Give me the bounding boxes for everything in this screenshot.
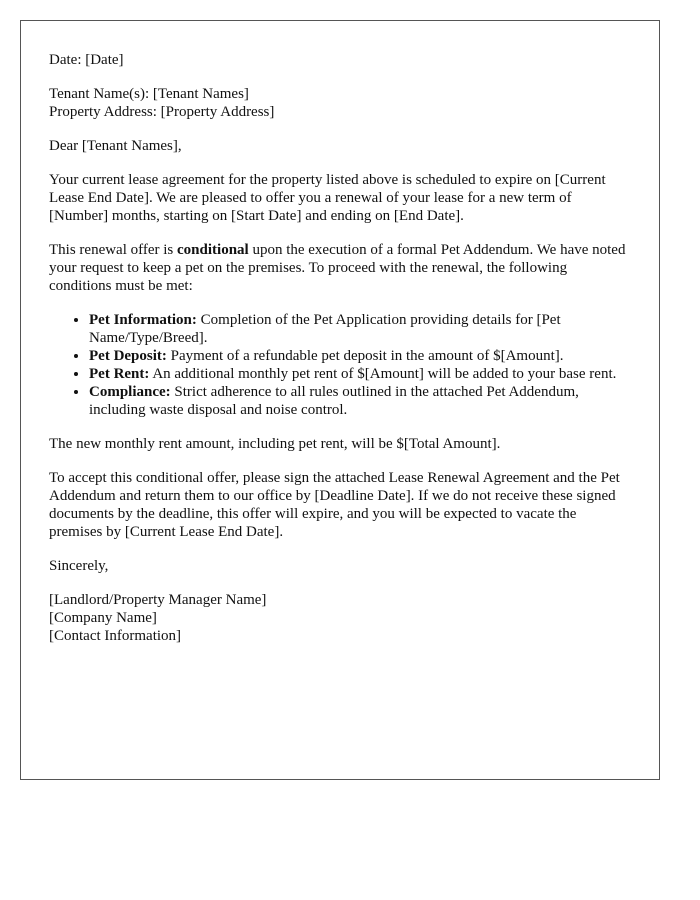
condition-text: Payment of a refundable pet deposit in the amount of $[Amount]. [166, 348, 564, 364]
condition-item-compliance [89, 383, 631, 419]
letter-page [20, 20, 660, 780]
condition-text: Completion of the Pet Application providing details for [Pet Name/Type/Breed]. [89, 312, 561, 346]
conditional-emphasis: conditional [177, 242, 249, 258]
signature-name: [Landlord/Property Manager Name] [49, 592, 267, 608]
tenant-names-line: Tenant Name(s): [Tenant Names] [49, 86, 249, 102]
condition-label: Pet Rent: [89, 366, 150, 382]
signature-block [49, 591, 631, 645]
property-address-line: Property Address: [Property Address] [49, 104, 275, 120]
conditional-text-after: upon the execution of a formal Pet Addendum. We have noted your request to keep a pet on the premises. To proceed with the renewal, the following conditions must be met: [49, 242, 626, 294]
paragraph-conditional-offer [49, 241, 631, 295]
paragraph-lease-renewal: Your current lease agreement for the property listed above is scheduled to expire on [Current Lease End Date]. We are pleased to offer you a renewal of your lease for a new term of [Number] months, starting on [Start Date] and ending on [End Date]. [49, 172, 606, 224]
closing: Sincerely, [49, 558, 109, 574]
condition-label: Compliance: [89, 384, 171, 400]
condition-item-pet-information [89, 311, 631, 347]
condition-label: Pet Information: [89, 312, 197, 328]
salutation: Dear [Tenant Names], [49, 138, 182, 154]
paragraph-acceptance: To accept this conditional offer, please sign the attached Lease Renewal Agreement and the Pet Addendum and return them to our office by [Deadline Date]. If we do not receive these signed documents by the deadline, this offer will expire, and you will be expected to vacate the premises by [Current Lease End Date]. [49, 470, 620, 540]
condition-item-pet-deposit [89, 347, 631, 365]
condition-item-pet-rent [89, 365, 631, 383]
conditional-text-before: This renewal offer is [49, 242, 178, 258]
recipient-block [49, 85, 631, 121]
paragraph-new-rent: The new monthly rent amount, including pet rent, will be $[Total Amount]. [49, 436, 501, 452]
condition-text: An additional monthly pet rent of $[Amount] will be added to your base rent. [149, 366, 617, 382]
date-line: Date: [Date] [49, 52, 124, 68]
condition-text: Strict adherence to all rules outlined in the attached Pet Addendum, including waste disposal and noise control. [89, 384, 579, 418]
conditions-list [49, 311, 631, 419]
condition-label: Pet Deposit: [89, 348, 167, 364]
signature-contact: [Contact Information] [49, 628, 182, 644]
signature-company: [Company Name] [49, 610, 157, 626]
